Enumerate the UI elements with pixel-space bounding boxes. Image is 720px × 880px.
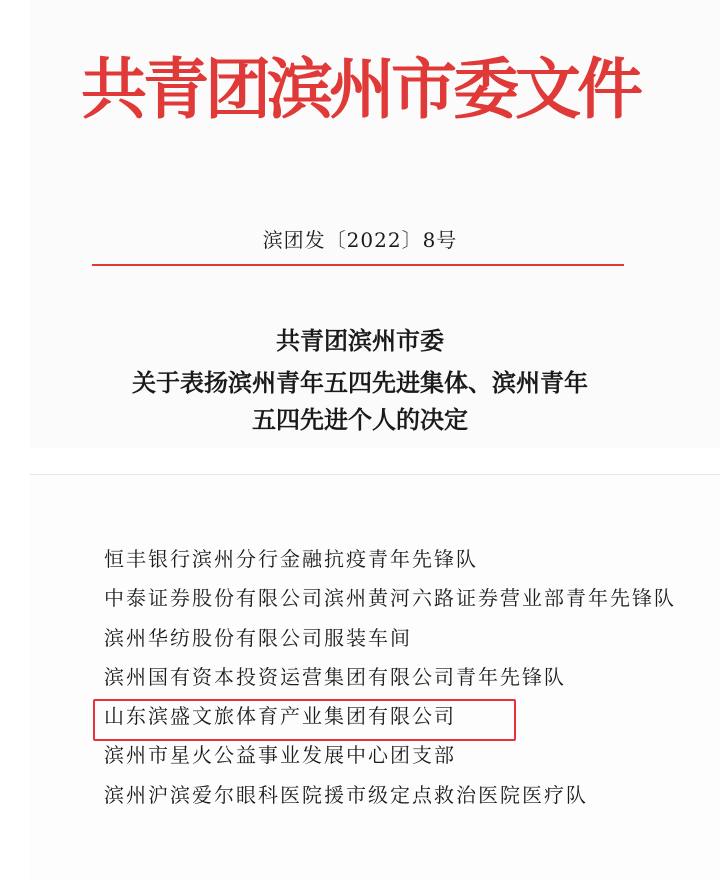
document-number: 滨团发〔2022〕8号	[262, 228, 458, 252]
red-divider-line	[92, 264, 624, 266]
document-masthead: 共青团滨州市委文件	[81, 50, 639, 128]
title-line-3: 五四先进个人的决定	[252, 405, 468, 434]
highlight-box	[93, 699, 516, 741]
list-item: 滨州沪滨爱尔眼科医院援市级定点救治医院医疗队	[104, 782, 588, 807]
honoree-list	[104, 540, 676, 815]
list-item-highlighted: 山东滨盛文旅体育产业集团有限公司	[104, 704, 456, 729]
page-separator	[0, 448, 720, 474]
list-item: 滨州华纺股份有限公司服装车间	[104, 625, 412, 650]
list-item: 滨州国有资本投资运营集团有限公司青年先锋队	[104, 664, 566, 689]
list-item: 滨州市星火公益事业发展中心团支部	[104, 743, 456, 768]
title-line-2: 关于表扬滨州青年五四先进集体、滨州青年	[132, 368, 588, 397]
title-line-1: 共青团滨州市委	[276, 326, 444, 355]
list-item: 恒丰银行滨州分行金融抗疫青年先锋队	[104, 547, 478, 571]
list-item: 中泰证券股份有限公司滨州黄河六路证券营业部青年先锋队	[104, 586, 676, 611]
